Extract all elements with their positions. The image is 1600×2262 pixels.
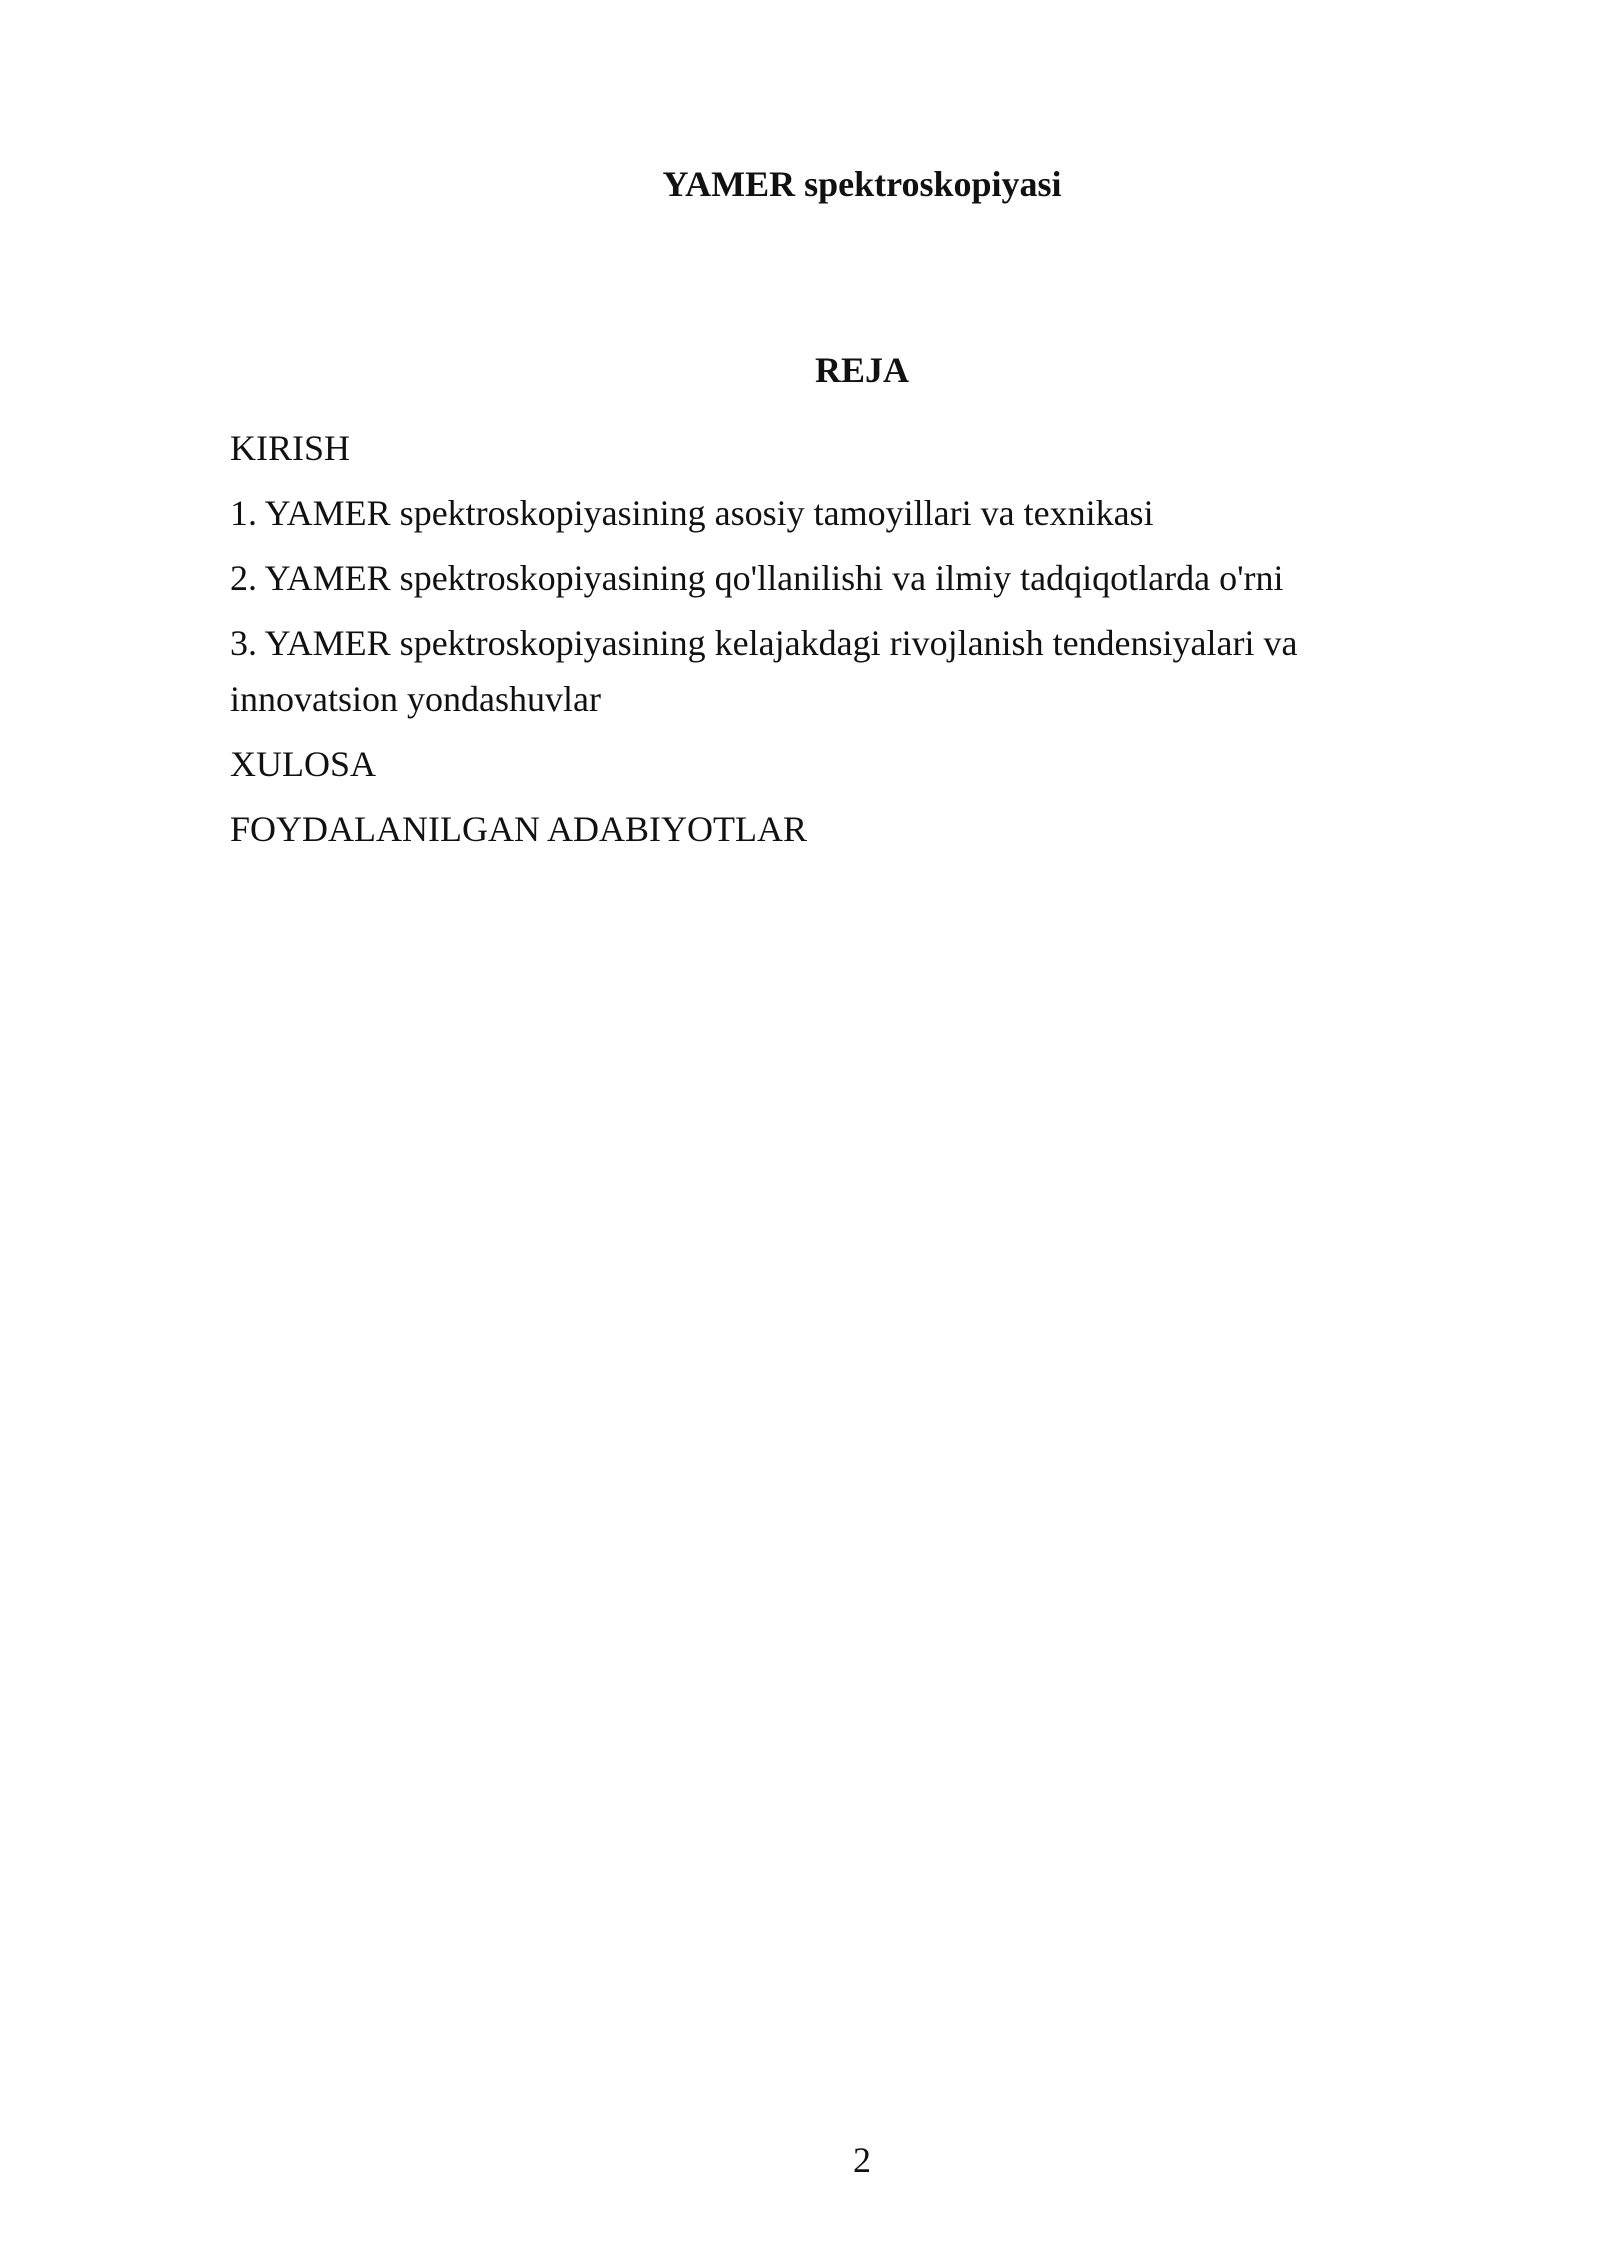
plan-item-intro: KIRISH [230,428,351,468]
plan-item-3: 3. YAMER spektroskopiyasining kelajakdagi rivojlanish tendensiyalari va innovatsion yondashuvlar [230,623,1298,719]
plan-heading: REJA [814,350,909,390]
plan-item-references: FOYDALANILGAN ADABIYOTLAR [230,809,807,849]
plan-item-conclusion: XULOSA [230,744,377,784]
plan-item-2: 2. YAMER spektroskopiyasining qo'llanilishi va ilmiy tadqiqotlarda o'rni [230,558,1284,598]
plan-item-1: 1. YAMER spektroskopiyasining asosiy tamoyillari va texnikasi [230,493,1154,533]
plan-list [230,420,1390,866]
page-number: 2 [853,2140,871,2180]
document-title: YAMER spektroskopiyasi [662,164,1062,204]
